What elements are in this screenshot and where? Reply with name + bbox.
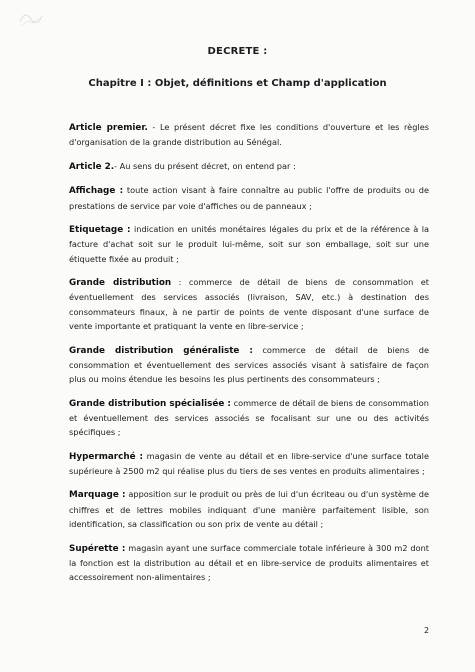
- grande-distribution-specialisee-definition: [69, 396, 429, 440]
- grande-distribution-term: Grande distribution: [69, 278, 172, 289]
- chapter-title: Chapitre I : Objet, définitions et Champ d'application: [88, 78, 387, 89]
- affichage-text: toute action visant à faire connaître au public l'offre de produits ou de prestations de service par voie d'affiches ou de panneaux ;: [69, 185, 429, 211]
- grande-distribution-generaliste-text: commerce de détail de biens de consommation et éventuellement des services associés visant à satisfaire de façon plus ou moins étendue les besoins les plus pertinents des consommateurs ;: [69, 344, 429, 385]
- superette-definition: [69, 541, 429, 585]
- affichage-term: Affichage :: [69, 186, 124, 197]
- article-premier-text: - Le présent décret fixe les conditions d'ouverture et les règles d'organisation de la grande distribution au Sénégal.: [69, 122, 429, 148]
- marquage-term: Marquage :: [69, 490, 126, 501]
- affichage-definition: [69, 183, 429, 213]
- grande-distribution-definition: [69, 275, 429, 333]
- marquage-definition: [69, 487, 429, 531]
- article-2-text: - Au sens du présent décret, on entend par :: [114, 160, 296, 171]
- grande-distribution-generaliste-definition: [69, 343, 429, 387]
- grande-distribution-specialisee-term: Grande distribution spécialisée :: [69, 398, 231, 409]
- scan-artifact-mark: [18, 10, 44, 28]
- grande-distribution-specialisee-text: commerce de détail de biens de consommation et éventuellement des services associés se focalisant sur une ou des activités spécifiques ;: [69, 397, 429, 438]
- etiquetage-text: indication en unités monétaires légales du prix et de la référence à la facture d'achat soit sur le produit lui-même, soit sur son emballage, soit sur une étiquette fixée au produit ;: [69, 224, 429, 264]
- article-2-paragraph: [69, 159, 429, 174]
- hypermarche-definition: [69, 449, 429, 479]
- article-premier-paragraph: [69, 120, 429, 150]
- article-premier-term: Article premier.: [69, 123, 148, 133]
- hypermarche-term: Hypermarché :: [69, 451, 144, 462]
- superette-term: Supérette :: [69, 543, 126, 554]
- article-2-term: Article 2.: [69, 161, 115, 172]
- etiquetage-term: Etiquetage :: [69, 225, 131, 236]
- hypermarche-text: magasin de vente au détail et en libre-service d'une surface totale supérieure à 2500 m2 qui réalise plus du tiers de ses ventes en produits alimentaires ;: [69, 450, 429, 476]
- grande-distribution-text: : commerce de détail de biens de consommation et éventuellement des services associés (livraison, SAV, etc.) à destination des consommateurs finaux, à ne partir de points de vente disposant d'une surface de vente importante et pratiquant la vente en libre-service ;: [69, 277, 429, 332]
- etiquetage-definition: [69, 222, 429, 266]
- decree-title: DECRETE :: [207, 46, 268, 57]
- grande-distribution-generaliste-term: Grande distribution généraliste :: [69, 345, 253, 356]
- page-number: 2: [424, 626, 430, 635]
- document-body: [69, 120, 429, 594]
- marquage-text: apposition sur le produit ou près de lui d'un écriteau ou d'un système de chiffres et de lettres mobiles indiquant d'une manière parfaitement lisible, son identification, sa classification ou son prix de vente au détail ;: [69, 489, 429, 530]
- superette-text: magasin ayant une surface commerciale totale inférieure à 300 m2 dont la fonction est la distribution au détail et en libre-service de produits alimentaires et accessoirement non-alimentaires ;: [69, 542, 430, 583]
